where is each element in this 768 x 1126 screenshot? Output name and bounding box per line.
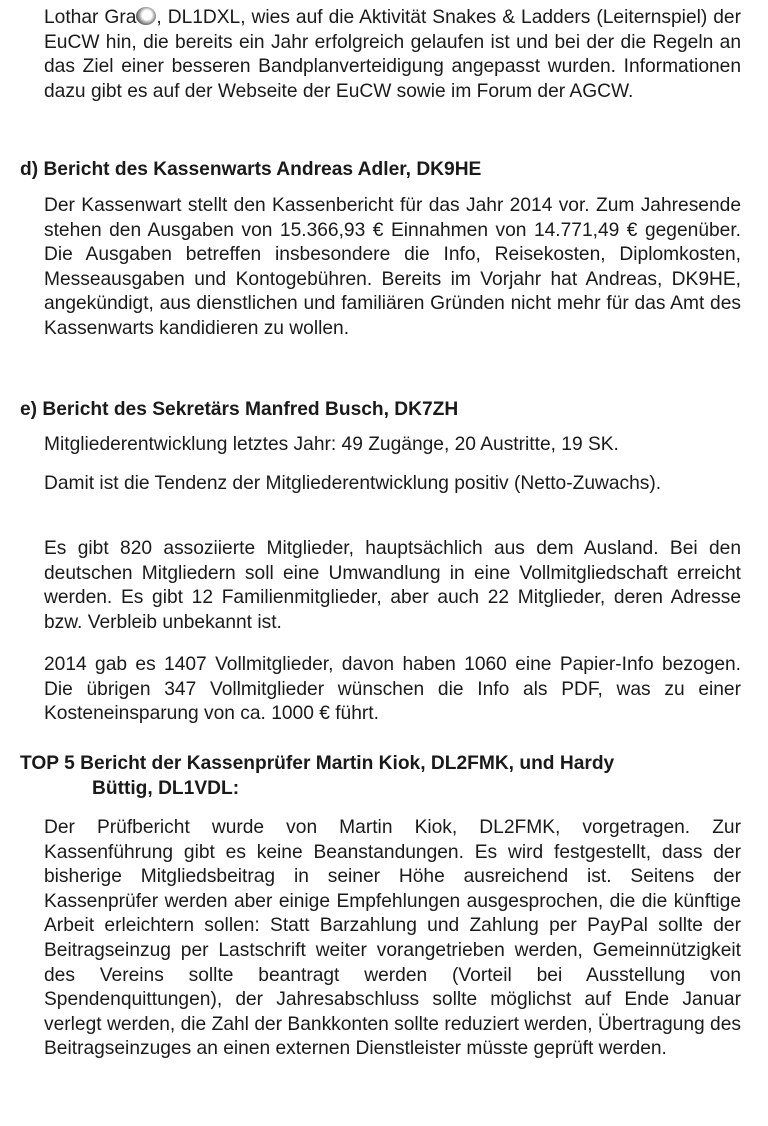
top5-heading-line2: Büttig, DL1VDL:	[92, 777, 240, 799]
members-trend-paragraph: Damit ist die Tendenz der Mitgliederentwicklung positiv (Netto-Zuwachs).	[44, 473, 662, 494]
heading-kassenwart: d) Bericht des Kassenwarts Andreas Adler, DK9HE	[20, 159, 482, 180]
heading-top5-kassenpruefer	[20, 752, 740, 801]
intro-paragraph	[44, 6, 741, 104]
full-members-paragraph: 2014 gab es 1407 Vollmitglieder, davon haben 1060 eine Papier-Info bezogen. Die übrigen 347 Vollmitglieder wünschen die Info als PDF, was zu einer Kosteneinsparung von ca. 1000 € führt.	[44, 654, 741, 725]
members-stats-paragraph: Mitgliederentwicklung letztes Jahr: 49 Zugänge, 20 Austritte, 19 SK.	[44, 434, 619, 455]
heading-sekretaer: e) Bericht des Sekretärs Manfred Busch, DK7ZH	[20, 399, 459, 420]
pruefbericht-paragraph: Der Prüfbericht wurde von Martin Kiok, DL2FMK, vorgetragen. Zur Kassenführung gibt es keine Beanstandungen. Es wird festgestellt, dass der bisherige Mitgliedsbeitrag in seiner Höhe ausreichend ist. Seitens der Kassenprüfer werden aber einige Empfehlungen ausgesprochen, die die künftige Arbeit erleichtern sollen: Statt Barzahlung und Zahlung per PayPal sollte der Beitragseinzug per Lastschrift weiter vorangetrieben werden, Gemeinnützigkeit des Vereins sollte beantragt werden (Vorteil bei Ausstellung von Spendenquittungen), der Jahresabschluss sollte möglichst auf Ende Januar verlegt werden, die Zahl der Bankkonten sollte reduziert werden, Übertragung des Beitragseinzuges an einen externen Dienstleister müsste geprüft werden.	[44, 817, 741, 1060]
kassenwart-paragraph: Der Kassenwart stellt den Kassenbericht für das Jahr 2014 vor. Zum Jahresende stehen den Ausgaben von 15.366,93 € Einnahmen von 14.771,49 € gegenüber. Die Ausgaben betreffen insbesondere die Info, Reisekosten, Diplomkosten, Messeausgaben und Kontogebühren. Bereits im Vorjahr hat Andreas, DK9HE, angekündigt, aus dienstlichen und familiären Gründen nicht mehr für das Amt des Kassenwarts kandidieren zu wollen.	[44, 195, 741, 339]
scan-smudge	[136, 7, 156, 25]
intro-text: , DL1DXL, wies auf die Aktivität Snakes & Ladders (Leiternspiel) der EuCW hin, die bereits ein Jahr erfolgreich gelaufen ist und bei der die Regeln an das Ziel einer besseren Bandplanverteidigung angepasst wurden. Informationen dazu gibt es auf der Webseite der EuCW sowie im Forum der AGCW.	[44, 7, 741, 102]
associated-members-paragraph: Es gibt 820 assoziierte Mitglieder, hauptsächlich aus dem Ausland. Bei den deutschen Mitgliedern soll eine Umwandlung in eine Vollmitgliedschaft erreicht werden. Es gibt 12 Familienmitglieder, aber auch 22 Mitglieder, deren Adresse bzw. Verbleib unbekannt ist.	[44, 538, 741, 633]
top5-heading-line1: TOP 5 Bericht der Kassenprüfer Martin Kiok, DL2FMK, und Hardy	[20, 753, 615, 774]
intro-name-start: Lothar Gra	[44, 7, 137, 28]
